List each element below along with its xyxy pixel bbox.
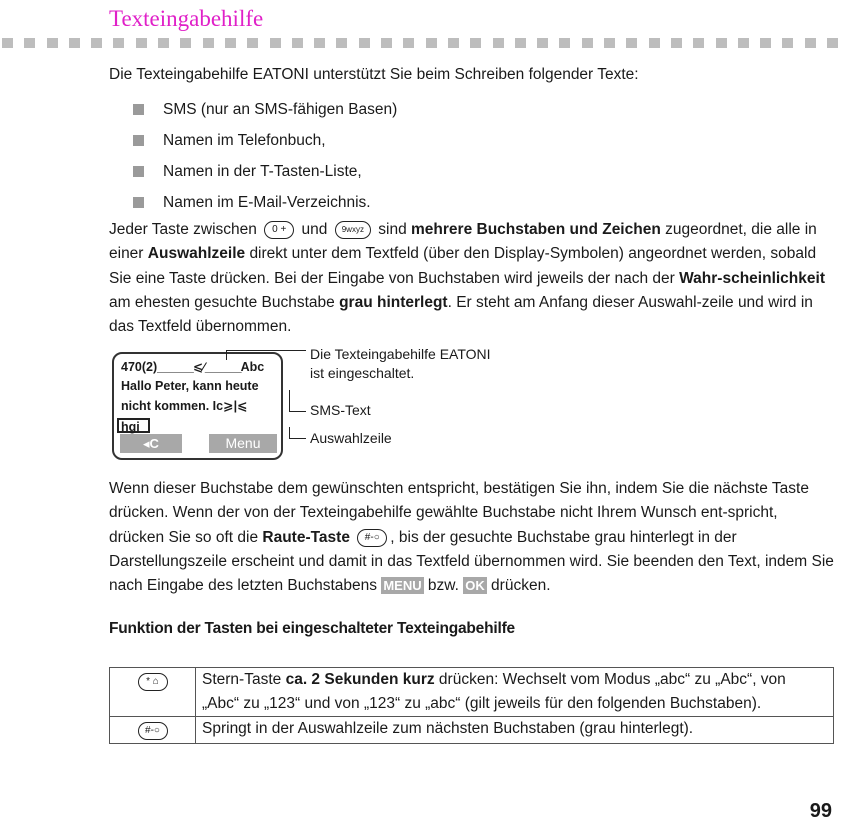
divider-dot: [158, 38, 169, 48]
divider-dot: [180, 38, 191, 48]
divider-dot: [448, 38, 459, 48]
divider-dot: [693, 38, 704, 48]
dotted-divider: [0, 38, 842, 50]
list-item: Namen im Telefonbuch,: [133, 125, 397, 156]
callout-line: [289, 411, 306, 412]
table-row: [110, 668, 834, 717]
table-key-cell: [110, 717, 196, 744]
paragraph-confirm: Wenn dieser Buchstabe dem gewünschten entspricht, bestätigen Sie ihn, indem Sie die nächste Taste drücken. Wenn der von der Texteingabehilfe gewählte Buchstabe nicht Ihrem Wunsch ent-spricht, drücken Sie so oft die Raute-Taste #-○ , bis der gesuchte Buchstabe grau hinterlegt in der Darstellungszeile erscheint und damit in das Textfeld übernommen wird. Sie beenden den Text, indem Sie nach Eingabe des letzten Buchstabens MENU bzw. OK drücken.: [109, 480, 834, 595]
divider-dot: [671, 38, 682, 48]
divider-dot: [203, 38, 214, 48]
page-number: 99: [809, 800, 832, 822]
table-desc-cell: Stern-Taste ca. 2 Sekunden kurz drücken: Wechselt vom Modus „abc“ zu „Abc“, von „Abc“ zu „123“ und von „123“ zu „abc“ (gilt jeweils für den folgenden Buchstaben).: [196, 668, 834, 717]
divider-dot: [582, 38, 593, 48]
table-row: [110, 717, 834, 744]
display-line-1: Hallo Peter, kann heute: [121, 379, 259, 393]
intro-text: Die Texteingabehilfe EATONI unterstützt Sie beim Schreiben folgender Texte:: [109, 66, 639, 83]
callout-line: [226, 350, 306, 351]
divider-dot: [604, 38, 615, 48]
callout-selection-line: Auswahlzeile: [310, 430, 392, 446]
divider-dot: [336, 38, 347, 48]
page-title: Texteingabehilfe: [109, 6, 264, 31]
display-softkey-menu: Menu: [209, 434, 277, 453]
hash-key-icon: #-○: [138, 722, 168, 740]
divider-dot: [493, 38, 504, 48]
divider-dot: [515, 38, 526, 48]
key-9-icon: 9wxyz: [335, 221, 371, 239]
divider-dot: [314, 38, 325, 48]
selection-line: hgi: [117, 418, 150, 433]
divider-dot: [292, 38, 303, 48]
bullet-square-icon: [133, 104, 144, 115]
callout-line: [289, 427, 290, 438]
list-item: SMS (nur an SMS-fähigen Basen): [133, 94, 397, 125]
divider-dot: [24, 38, 35, 48]
divider-dot: [827, 38, 838, 48]
callout-eatoni: Die Texteingabehilfe EATONI ist eingeschaltet.: [310, 346, 491, 381]
display-status-bar: 470(2)______⩽⁄______Abc: [121, 360, 265, 374]
menu-softkey-label: MENU: [383, 578, 422, 594]
divider-dot: [559, 38, 570, 48]
divider-dot: [470, 38, 481, 48]
divider-dot: [359, 38, 370, 48]
divider-dot: [381, 38, 392, 48]
callout-line: [289, 390, 290, 411]
callout-sms-text: SMS-Text: [310, 402, 371, 418]
key-function-table: [109, 667, 834, 744]
key-0-icon: 0 +: [264, 221, 294, 239]
divider-dot: [47, 38, 58, 48]
bullet-list: [133, 94, 397, 218]
divider-dot: [649, 38, 660, 48]
eatoni-icon: ⩽⁄: [192, 360, 205, 374]
divider-dot: [760, 38, 771, 48]
hash-key-icon: #-○: [357, 529, 387, 547]
divider-dot: [738, 38, 749, 48]
star-key-icon: * ⌂: [138, 673, 168, 691]
divider-dot: [136, 38, 147, 48]
list-item: Namen in der T-Tasten-Liste,: [133, 156, 397, 187]
phone-display: [112, 352, 283, 460]
divider-dot: [426, 38, 437, 48]
divider-dot: [782, 38, 793, 48]
display-line-2: nicht kommen. Ic⩾|⩽: [121, 399, 248, 413]
paragraph-keys: Jeder Taste zwischen 0 + und 9wxyz sind mehrere Buchstaben und Zeichen zugeordnet, die alle in einer Auswahlzeile direkt unter dem Textfeld (über den Display-Symbolen) angeordnet werden, sobald Sie eine Taste drücken. Bei der Eingabe von Buchstaben wird jeweils der nach der Wahr-scheinlichkeit am ehesten gesuchte Buchstabe grau hinterlegt. Er steht am Anfang dieser Auswahl-zeile und wird in das Textfeld übernommen.: [109, 221, 825, 336]
divider-dot: [113, 38, 124, 48]
divider-dot: [805, 38, 816, 48]
bullet-square-icon: [133, 166, 144, 177]
divider-dot: [626, 38, 637, 48]
table-key-cell: [110, 668, 196, 717]
divider-dot: [716, 38, 727, 48]
divider-dot: [247, 38, 258, 48]
bullet-square-icon: [133, 197, 144, 208]
ok-softkey-label: OK: [465, 578, 485, 594]
section-heading: Funktion der Tasten bei eingeschalteter Texteingabehilfe: [109, 620, 515, 637]
callout-line: [226, 350, 227, 360]
callout-line: [289, 438, 306, 439]
divider-dot: [225, 38, 236, 48]
display-softkey-left: ◂C: [120, 434, 182, 453]
bullet-square-icon: [133, 135, 144, 146]
divider-dot: [69, 38, 80, 48]
divider-dot: [537, 38, 548, 48]
table-desc-cell: Springt in der Auswahlzeile zum nächsten Buchstaben (grau hinterlegt).: [196, 717, 834, 744]
cursor-icon: ⩾|⩽: [223, 399, 248, 413]
divider-dot: [403, 38, 414, 48]
list-item: Namen im E-Mail-Verzeichnis.: [133, 187, 397, 218]
divider-dot: [2, 38, 13, 48]
divider-dot: [270, 38, 281, 48]
divider-dot: [91, 38, 102, 48]
